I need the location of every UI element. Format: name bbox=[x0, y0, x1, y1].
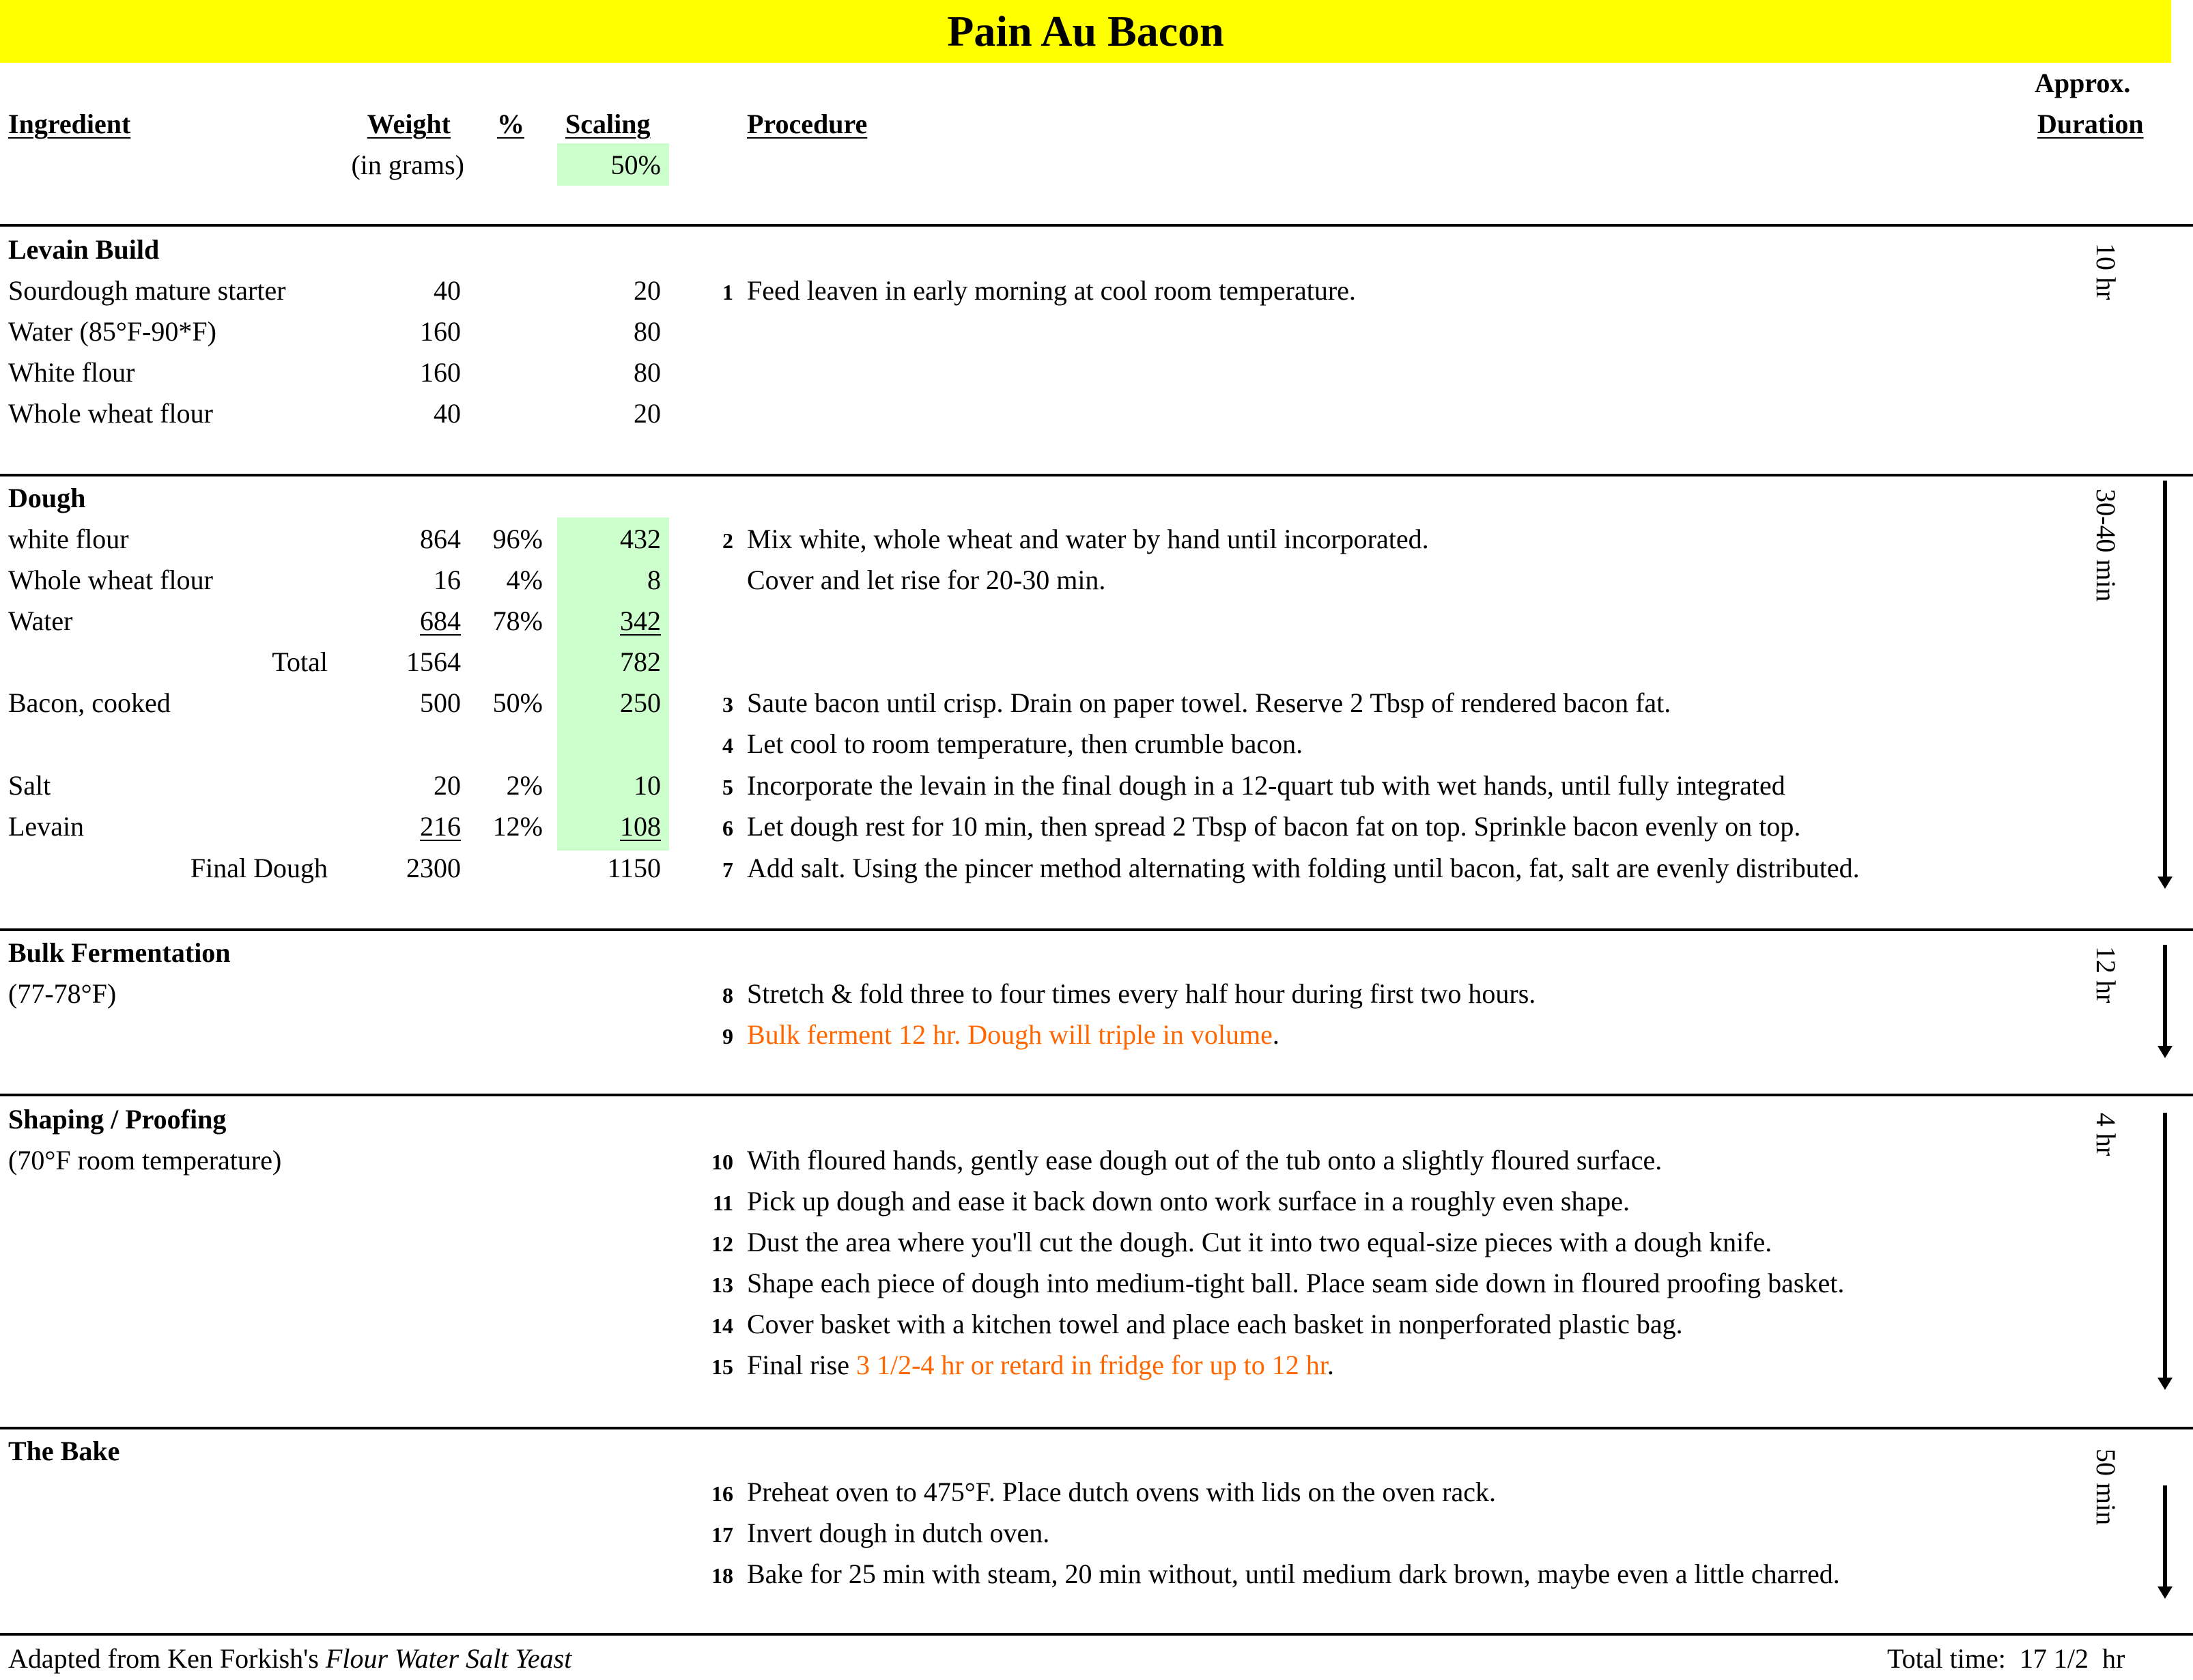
step-text: Stretch & fold three to four times every half hour during first two hours. bbox=[747, 978, 1536, 1009]
ingredient-name: Salt bbox=[8, 770, 51, 801]
step-text bbox=[747, 1021, 1279, 1049]
ingredient-weight: 2300 bbox=[406, 853, 461, 883]
ingredient-scaled: 782 bbox=[620, 646, 661, 677]
step-highlight: Bulk ferment 12 hr. Dough will triple in volume bbox=[747, 1019, 1273, 1050]
step-text: Mix white, whole wheat and water by hand until incorporated. bbox=[747, 524, 1429, 554]
step-number: 15 bbox=[711, 1354, 733, 1379]
ingredient-name: Whole wheat flour bbox=[8, 398, 213, 429]
ingredient-scaled: 342 bbox=[620, 606, 661, 636]
ingredient-scaled: 20 bbox=[634, 275, 661, 306]
header-duration-1: Approx. bbox=[2035, 68, 2131, 98]
step-number: 12 bbox=[711, 1231, 733, 1256]
header-ingredient: Ingredient bbox=[8, 109, 131, 139]
header-weight-sub: (in grams) bbox=[351, 150, 464, 180]
step-number: 5 bbox=[722, 775, 733, 799]
step-number: 10 bbox=[711, 1150, 733, 1174]
step-number: 9 bbox=[722, 1024, 733, 1049]
step-number: 18 bbox=[711, 1563, 733, 1588]
section-divider bbox=[0, 1427, 2193, 1429]
page-title: Pain Au Bacon bbox=[947, 7, 1224, 55]
ingredient-name-final: Final Dough bbox=[190, 853, 328, 883]
section-title-dough: Dough bbox=[8, 483, 86, 513]
ingredient-percent: 96% bbox=[492, 524, 543, 554]
step-text: Bake for 25 min with steam, 20 min without, until medium dark brown, maybe even a little charred. bbox=[747, 1558, 1840, 1589]
ingredient-weight: 216 bbox=[420, 811, 461, 842]
section-subtitle-bulk: (77-78°F) bbox=[8, 978, 117, 1009]
step-highlight: 3 1/2-4 hr or retard in fridge for up to 12 hr bbox=[855, 1350, 1327, 1380]
step-number: 11 bbox=[712, 1191, 733, 1215]
ingredient-scaled: 250 bbox=[620, 687, 661, 718]
ingredient-weight: 1564 bbox=[406, 646, 461, 677]
ingredient-name: Water bbox=[8, 606, 73, 636]
ingredient-weight: 160 bbox=[420, 316, 461, 347]
section-subtitle-shaping: (70°F room temperature) bbox=[8, 1145, 282, 1176]
ingredient-scaled: 108 bbox=[620, 811, 661, 842]
ingredient-percent: 12% bbox=[492, 811, 543, 842]
step-text: Cover and let rise for 20-30 min. bbox=[747, 565, 1106, 595]
credit-book: Flour Water Salt Yeast bbox=[325, 1643, 572, 1674]
step-text: Feed leaven in early morning at cool room temperature. bbox=[747, 275, 1356, 306]
step-number: 3 bbox=[722, 692, 733, 717]
step-text: With floured hands, gently ease dough out of the tub onto a slightly floured surface. bbox=[747, 1145, 1663, 1176]
step-lead: Final rise bbox=[747, 1350, 849, 1380]
ingredient-name: white flour bbox=[8, 524, 129, 554]
total-label: Total time: bbox=[1887, 1643, 2006, 1674]
ingredient-scaled: 80 bbox=[634, 316, 661, 347]
section-divider bbox=[0, 1633, 2193, 1636]
duration-arrow bbox=[2163, 1485, 2167, 1588]
total-value: 17 1/2 hr bbox=[2019, 1643, 2125, 1674]
step-text: Cover basket with a kitchen towel and place each basket in nonperforated plastic bag. bbox=[747, 1309, 1683, 1339]
step-text: Add salt. Using the pincer method alternating with folding until bacon, fat, salt are evenly distributed. bbox=[747, 853, 1860, 883]
step-text: Let dough rest for 10 min, then spread 2 Tbsp of bacon fat on top. Sprinkle bacon evenly on top. bbox=[747, 811, 1801, 842]
duration-arrow bbox=[2163, 945, 2167, 1047]
ingredient-percent: 78% bbox=[492, 606, 543, 636]
section-title-bake: The Bake bbox=[8, 1436, 120, 1466]
header-scaling: Scaling bbox=[565, 109, 651, 139]
section-divider bbox=[0, 224, 2193, 227]
ingredient-percent: 50% bbox=[492, 687, 543, 718]
duration-levain: 10 hr bbox=[2091, 243, 2121, 300]
header-percent: % bbox=[497, 109, 524, 139]
ingredient-weight: 684 bbox=[420, 606, 461, 636]
duration-bulk: 12 hr bbox=[2091, 946, 2121, 1003]
ingredient-name: White flour bbox=[8, 357, 135, 388]
duration-shaping: 4 hr bbox=[2091, 1113, 2121, 1156]
header-weight: Weight bbox=[367, 109, 451, 139]
duration-arrow bbox=[2163, 1113, 2167, 1379]
step-tail: . bbox=[1272, 1019, 1279, 1050]
ingredient-percent: 2% bbox=[506, 770, 543, 801]
duration-dough: 30-40 min bbox=[2091, 489, 2121, 602]
ingredient-name: Bacon, cooked bbox=[8, 687, 171, 718]
section-title-bulk: Bulk Fermentation bbox=[8, 937, 231, 968]
total-time bbox=[1887, 1645, 2125, 1672]
step-number: 16 bbox=[711, 1481, 733, 1506]
section-title-levain: Levain Build bbox=[8, 234, 160, 265]
ingredient-scaled: 432 bbox=[620, 524, 661, 554]
step-number: 2 bbox=[722, 528, 733, 553]
step-text: Preheat oven to 475°F. Place dutch ovens with lids on the oven rack. bbox=[747, 1477, 1497, 1507]
step-number: 6 bbox=[722, 816, 733, 840]
ingredient-scaled: 10 bbox=[634, 770, 661, 801]
footer-credit bbox=[8, 1645, 571, 1672]
ingredient-name: Whole wheat flour bbox=[8, 565, 213, 595]
step-number: 13 bbox=[711, 1272, 733, 1297]
ingredient-weight: 40 bbox=[434, 275, 461, 306]
step-text: Saute bacon until crisp. Drain on paper towel. Reserve 2 Tbsp of rendered bacon fat. bbox=[747, 687, 1671, 718]
ingredient-name: Sourdough mature starter bbox=[8, 275, 286, 306]
ingredient-scaled: 80 bbox=[634, 357, 661, 388]
section-divider bbox=[0, 928, 2193, 931]
section-title-shaping: Shaping / Proofing bbox=[8, 1104, 227, 1135]
ingredient-scaled: 1150 bbox=[607, 853, 661, 883]
ingredient-percent: 4% bbox=[506, 565, 543, 595]
duration-bake: 50 min bbox=[2091, 1449, 2121, 1526]
step-number: 1 bbox=[722, 280, 733, 304]
ingredient-scaled: 20 bbox=[634, 398, 661, 429]
step-tail: . bbox=[1327, 1350, 1334, 1380]
step-number: 4 bbox=[722, 733, 733, 758]
ingredient-weight: 40 bbox=[434, 398, 461, 429]
section-divider bbox=[0, 1094, 2193, 1096]
ingredient-weight: 160 bbox=[420, 357, 461, 388]
step-text: Pick up dough and ease it back down onto work surface in a roughly even shape. bbox=[747, 1186, 1630, 1216]
header-duration-2: Duration bbox=[2037, 109, 2144, 139]
ingredient-weight: 16 bbox=[434, 565, 461, 595]
step-text bbox=[747, 1352, 1334, 1379]
section-divider bbox=[0, 474, 2193, 476]
step-number: 8 bbox=[722, 983, 733, 1008]
ingredient-weight: 864 bbox=[420, 524, 461, 554]
ingredient-scaled: 8 bbox=[647, 565, 661, 595]
credit-prefix: Adapted from Ken Forkish's bbox=[8, 1643, 326, 1674]
step-text: Incorporate the levain in the final dough in a 12-quart tub with wet hands, until fully integrated bbox=[747, 770, 1785, 801]
step-number: 17 bbox=[711, 1522, 733, 1547]
step-text: Invert dough in dutch oven. bbox=[747, 1518, 1050, 1548]
ingredient-weight: 500 bbox=[420, 687, 461, 718]
ingredient-name-total: Total bbox=[272, 646, 328, 677]
step-text: Shape each piece of dough into medium-tight ball. Place seam side down in floured proofing basket. bbox=[747, 1268, 1845, 1298]
ingredient-weight: 20 bbox=[434, 770, 461, 801]
header-procedure: Procedure bbox=[747, 109, 868, 139]
duration-arrow bbox=[2163, 481, 2167, 878]
step-text: Dust the area where you'll cut the dough. Cut it into two equal-size pieces with a dough knife. bbox=[747, 1227, 1772, 1257]
step-number: 14 bbox=[711, 1313, 733, 1338]
step-number: 7 bbox=[722, 857, 733, 882]
scaling-value: 50% bbox=[610, 150, 661, 180]
ingredient-name: Levain bbox=[8, 811, 85, 842]
ingredient-name: Water (85°F-90*F) bbox=[8, 316, 216, 347]
step-text: Let cool to room temperature, then crumble bacon. bbox=[747, 728, 1303, 759]
